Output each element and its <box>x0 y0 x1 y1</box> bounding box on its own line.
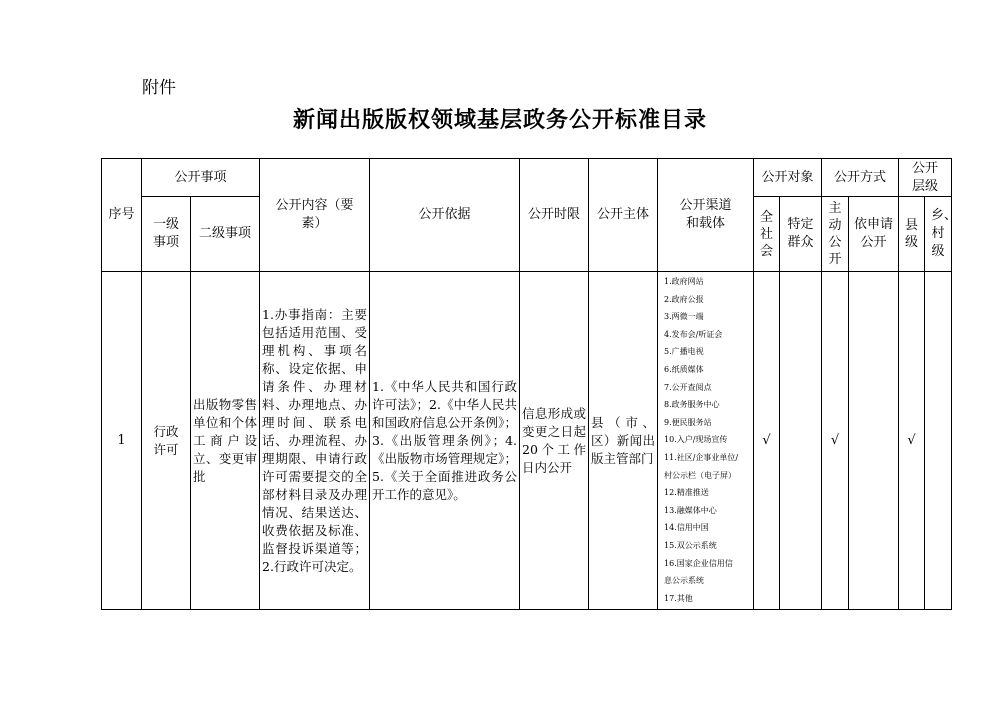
row-time-limit <box>520 272 589 610</box>
list-item: 12.精准推送 <box>664 488 709 498</box>
col-county-label: 县级 <box>905 218 919 250</box>
list-item: 14.信用中国 <box>664 523 709 533</box>
col-items-group: 公开事项 <box>142 159 260 197</box>
col-on-request-label: 依申请公开 <box>854 217 894 250</box>
row-level2-text: 出版物零售单位和个体工商户设立、变更审批 <box>193 396 258 484</box>
col-index: 序号 <box>102 159 142 272</box>
col-method-group: 公开方式 <box>822 159 899 197</box>
check-county: √ <box>899 272 925 610</box>
list-item: 7.公开查阅点 <box>664 382 712 392</box>
col-level2: 二级事项 <box>191 197 260 272</box>
col-specific-group-label: 特定群众 <box>787 217 814 250</box>
list-item: 5.广播电视 <box>664 347 704 357</box>
col-county <box>899 197 925 272</box>
col-whole-society-label: 全社会 <box>760 209 774 259</box>
row-basis <box>370 272 520 610</box>
attachment-label: 附件 <box>142 78 176 98</box>
list-item: 4.发布会/听证会 <box>664 329 723 339</box>
check-township <box>925 272 952 610</box>
check-on-request <box>849 272 899 610</box>
list-item: 10.入户/现场宣传 <box>664 435 728 445</box>
row-channels <box>658 272 754 610</box>
list-item: 1.政府网站 <box>664 277 704 286</box>
col-specific-group <box>780 197 822 272</box>
col-township-label: 乡、村级 <box>931 208 958 259</box>
list-item: 8.政务服务中心 <box>664 400 720 410</box>
page-title: 新闻出版版权领域基层政务公开标准目录 <box>292 107 707 133</box>
col-township <box>925 197 958 272</box>
col-basis: 公开依据 <box>370 159 520 272</box>
row-level1 <box>142 272 191 610</box>
check-whole-society: √ <box>754 272 780 610</box>
col-content <box>260 159 370 272</box>
list-item: 16.国家企业信用信 <box>664 558 733 568</box>
row-time-limit-text: 信息形成或变更之日起20个工作日内公开 <box>522 405 587 475</box>
check-proactive: √ <box>822 272 849 610</box>
row-index: 1 <box>102 272 142 610</box>
col-proactive-label: 主动公开 <box>828 201 842 267</box>
list-item: 17.其他 <box>664 593 693 603</box>
row-level2 <box>191 272 260 610</box>
list-item: 15.双公示系统 <box>664 540 717 550</box>
list-item: 2.政府公报 <box>664 294 704 304</box>
list-item: 息公示系统 <box>664 576 705 586</box>
col-subject: 公开主体 <box>589 159 658 272</box>
header-row-1 <box>102 159 952 197</box>
col-time-limit: 公开时限 <box>520 159 589 272</box>
list-item: 13.融媒体中心 <box>664 505 717 515</box>
row-level1-text: 行政许可 <box>153 423 179 457</box>
list-item: 6.纸质媒体 <box>664 364 704 374</box>
row-subject-text: 县（市、区）新闻出版主管部门 <box>591 414 656 466</box>
col-content-label: 公开内容（要素） <box>275 198 354 231</box>
row-content-text: 1.办事指南：主要包括适用范围、受理机构、事项名称、设定依据、申请条件、办理材料、办理地点、办理时间、联系电话、办理流程、办理期限、申请行政许可需要提交的全部材料目录及办理情况、结果送达、收费依据及标准、监督投诉渠道等；2.行政许可决定。 <box>262 306 368 574</box>
col-whole-society <box>754 197 780 272</box>
col-level1-label: 一级事项 <box>152 217 179 250</box>
row-content <box>260 272 370 610</box>
channels-list <box>658 272 753 607</box>
col-on-request <box>849 197 899 272</box>
col-level-label: 公开层级 <box>912 160 939 194</box>
table-row <box>102 272 952 610</box>
list-item: 3.两微一端 <box>664 312 704 322</box>
col-channels <box>658 159 754 272</box>
col-proactive <box>822 197 849 272</box>
col-level1 <box>142 197 191 272</box>
col-channels-label: 公开渠道和载体 <box>679 198 732 231</box>
row-subject <box>589 272 658 610</box>
list-item: 村公示栏（电子屏） <box>664 470 737 480</box>
catalog-table <box>101 158 958 610</box>
check-specific-group <box>780 272 822 610</box>
row-basis-text: 1.《中华人民共和国行政许可法》；2.《中华人民共和国政府信息公开条例》；3.《出版管理条例》；4.《出版物市场管理规定》；5.《关于全面推进政务公开工作的意见》。 <box>372 378 518 502</box>
col-level-group <box>899 159 952 197</box>
list-item: 11.社区/企事业单位/ <box>664 452 739 462</box>
list-item: 9.便民服务站 <box>664 417 712 427</box>
col-audience-group: 公开对象 <box>754 159 822 197</box>
